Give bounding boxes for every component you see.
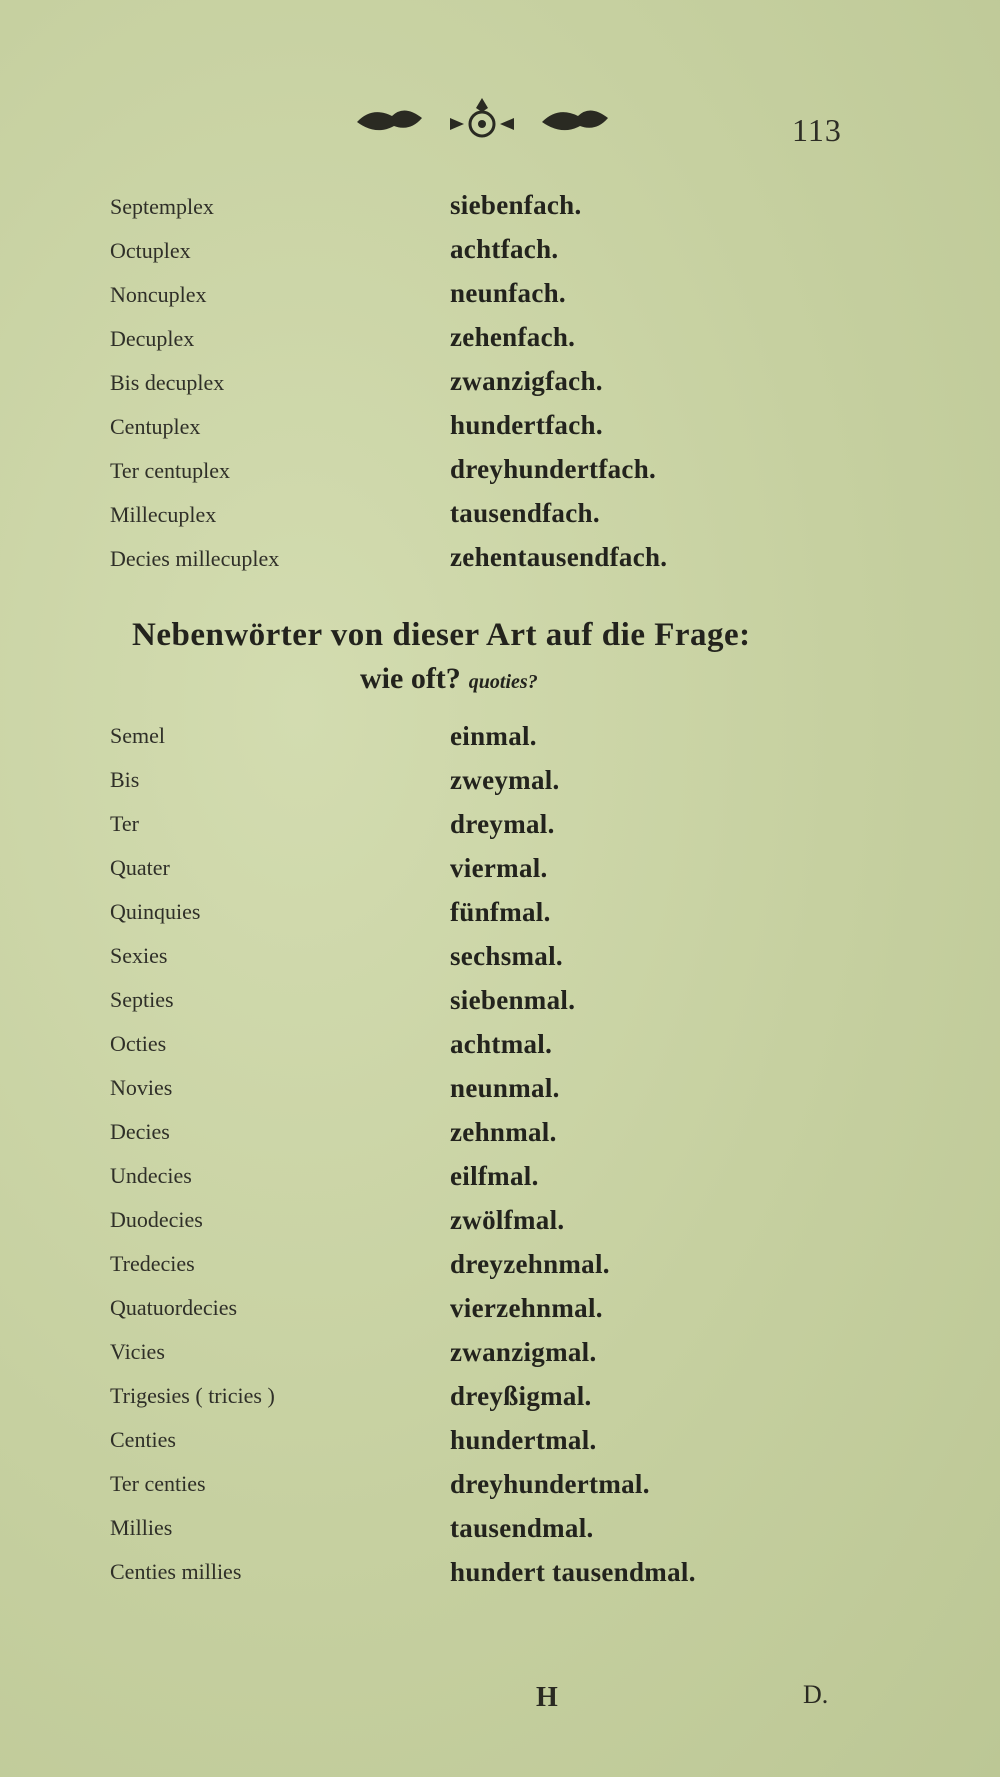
german-term: sechsmal. [450,941,563,971]
german-term: zehenfach. [450,322,576,352]
german-term: eilfmal. [450,1161,539,1191]
german-term: vierzehnmal. [450,1293,603,1323]
latin-term: Ter centies [110,1471,206,1496]
subheading-german: wie oft? [360,662,461,695]
latin-term: Novies [110,1075,173,1100]
german-term: dreyzehnmal. [450,1249,610,1279]
latin-term: Tredecies [110,1251,195,1276]
latin-term: Quatuordecies [110,1295,238,1320]
german-term: hundertfach. [450,410,603,440]
section-subheading [360,662,538,696]
latin-term: Sexies [110,943,168,968]
latin-term: Centuplex [110,414,201,439]
german-term: viermal. [450,853,548,883]
german-term: zehnmal. [450,1117,557,1147]
latin-term: Septemplex [110,194,214,219]
latin-term: Trigesies ( tricies ) [110,1383,275,1408]
latin-term: Vicies [110,1339,165,1364]
german-term: einmal. [450,721,537,751]
german-term: zwanzigmal. [450,1337,597,1367]
latin-term: Bis [110,767,140,792]
latin-term: Bis decuplex [110,370,225,395]
latin-term: Ter [110,811,139,836]
german-term: zwanzigfach. [450,366,603,396]
latin-term: Octies [110,1031,167,1056]
latin-term: Decies millecuplex [110,546,280,571]
latin-term: Decuplex [110,326,195,351]
german-term: neunfach. [450,278,566,308]
german-term: tausendfach. [450,498,600,528]
german-term: hundert tausendmal. [450,1557,696,1587]
latin-term: Noncuplex [110,282,207,307]
german-term: tausendmal. [450,1513,594,1543]
latin-term: Millies [110,1515,173,1540]
german-term: dreymal. [450,809,555,839]
latin-term: Octuplex [110,238,191,263]
latin-term: Septies [110,987,174,1012]
latin-term: Centies [110,1427,176,1452]
latin-term: Quinquies [110,899,201,924]
german-term: siebenfach. [450,190,582,220]
latin-term: Millecuplex [110,502,217,527]
german-term: zwölfmal. [450,1205,565,1235]
signature-mark: D. [803,1680,829,1709]
german-term: hundertmal. [450,1425,597,1455]
german-term: dreyßigmal. [450,1381,592,1411]
german-term: dreyhundertfach. [450,454,657,484]
german-term: siebenmal. [450,985,576,1015]
latin-term: Decies [110,1119,170,1144]
german-term: dreyhundertmal. [450,1469,650,1499]
german-term: fünfmal. [450,897,551,927]
page-number: 113 [792,112,842,148]
catchword: H [536,1682,558,1713]
latin-term: Quater [110,855,170,880]
section-heading: Nebenwörter von dieser Art auf die Frage: [132,617,751,653]
german-term: achtfach. [450,234,559,264]
latin-term: Semel [110,723,165,748]
latin-term: Ter centuplex [110,458,231,483]
latin-term: Undecies [110,1163,192,1188]
german-term: zweymal. [450,765,560,795]
subheading-latin: quoties? [468,671,538,693]
german-term: zehentausendfach. [450,542,668,572]
latin-term: Duodecies [110,1207,203,1232]
german-term: neunmal. [450,1073,560,1103]
printer-ornament-icon [352,92,622,148]
latin-term: Centies millies [110,1559,242,1584]
german-term: achtmal. [450,1029,553,1059]
